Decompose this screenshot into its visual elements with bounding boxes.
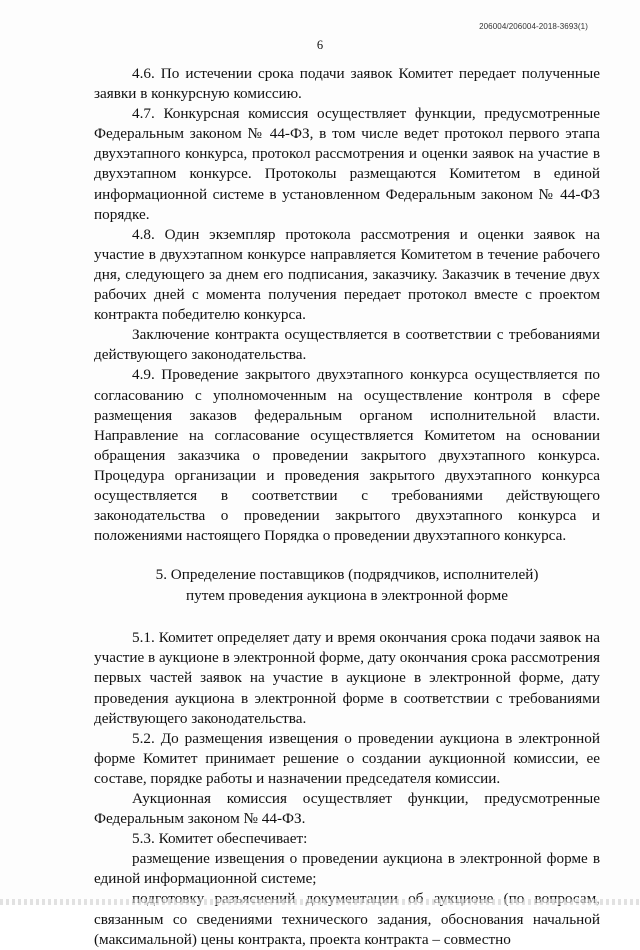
section-heading	[94, 565, 600, 606]
paragraph-5-2-commission: Аукционная комиссия осуществляет функции, предусмотренные Федеральным законом № 44-ФЗ.	[94, 790, 600, 828]
paragraph-4-8: 4.8. Один экземпляр протокола рассмотрения и оценки заявок на участие в двухэтапном конкурсе направляется Комитетом в течение рабочего дня, следующего за днем его подписания, заказчику. Заказчик в течение двух рабочих дней с момента получения передает протокол вместе с проектом контракта победителю конкурса.	[94, 225, 600, 324]
paragraph-4-6: 4.6. По истечении срока подачи заявок Комитет передает полученные заявки в конкурсную комиссию.	[94, 65, 600, 103]
scan-edge	[0, 899, 640, 905]
section-heading-line-2: путем проведения аукциона в электронной форме	[185, 586, 509, 604]
page-number: 6	[316, 38, 324, 52]
paragraph-5-3: 5.3. Комитет обеспечивает:	[132, 830, 308, 848]
paragraph-4-9: 4.9. Проведение закрытого двухэтапного конкурса осуществляется по согласованию с уполномоченным на осуществление контроля в сфере размещения заказов федеральным органом исполнительной власти. Направление на согласование осуществляется Комитетом на основании обращения заказчика о проведении закрытого двухэтапного конкурса. Процедура организации и проведения закрытого двухэтапного конкурса осуществляется в соответствии с требованиями действующего законодательства о проведении закрытого двухэтапного конкурса и положениями настоящего Порядка о проведении двухэтапного конкурса.	[94, 366, 600, 545]
paragraph-5-3-item-b: связанным со сведениями технического задания, обоснования начальной (максимальной) цены контракта, проекта контракта – совместно	[94, 910, 600, 948]
paragraph-4-8-contract: Заключение контракта осуществляется в соответствии с требованиями действующего законодательства.	[94, 326, 600, 364]
paragraph-5-3-item-a: размещение извещения о проведении аукциона в электронной форме в единой информационной системе;	[94, 850, 600, 888]
paragraph-5-2: 5.2. До размещения извещения о проведении аукциона в электронной форме Комитет принимает решение о создании аукционной комиссии, ее составе, порядке работы и назначении председателя комиссии.	[94, 729, 600, 787]
section-heading-line-1: 5. Определение поставщиков (подрядчиков, исполнителей)	[155, 566, 539, 584]
paragraph-5-1: 5.1. Комитет определяет дату и время окончания срока подачи заявок на участие в аукционе в электронной форме, дату окончания срока рассмотрения первых частей заявок на участие в аукционе в электронной форме, дату проведения аукциона в электронной форме в соответствии с требованиями действующего законодательства.	[94, 629, 600, 727]
document-id: 206004/206004-2018-3693(1)	[479, 22, 588, 31]
paragraph-4-7: 4.7. Конкурсная комиссия осуществляет функции, предусмотренные Федеральным законом № 44-ФЗ, в том числе ведет протокол первого этапа двухэтапного конкурса, протокол рассмотрения и оценки заявок на участие в двухэтапном конкурсе. Протоколы размещаются Комитетом в единой информационной системе в установленном Федеральным законом № 44-ФЗ порядке.	[94, 105, 600, 223]
document-body	[94, 64, 600, 950]
